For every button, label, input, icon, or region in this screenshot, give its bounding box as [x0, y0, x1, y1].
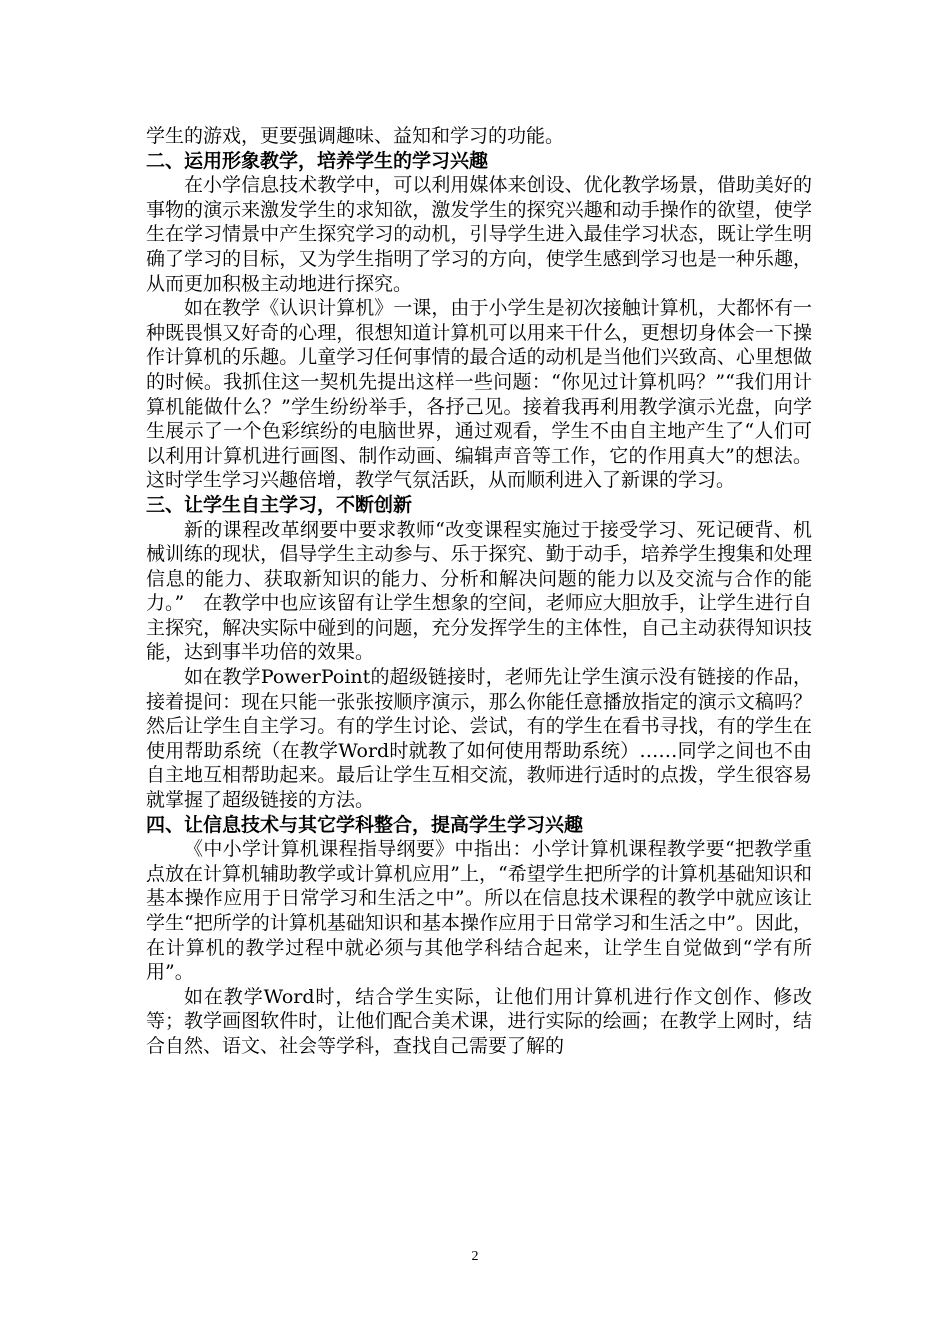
- section-heading: 四、让信息技术与其它学科整合，提高学生学习兴趣: [146, 813, 584, 836]
- document-body: [146, 124, 812, 1059]
- paragraph: 新的课程改革纲要中要求教师“改变课程实施过于接受学习、死记硬背、机械训练的现状，倡导学生主动参与、乐于探究、勤于动手，培养学生搜集和处理信息的能力、获取新知识的能力、分析和解决问题的能力以及交流与合作的能力。” 在教学中也应该留有让学生想象的空间，老师应大胆放手，让学生进行自主探究，解决实际中碰到的问题，充分发挥学生的主体性，自己主动获得知识技能，达到事半功倍的效果。: [146, 518, 812, 664]
- section-heading: 二、运用形象教学，培养学生的学习兴趣: [146, 149, 489, 172]
- paragraph: 《中小学计算机课程指导纲要》中指出：小学计算机课程教学要“把教学重点放在计算机辅助教学或计算机应用”上，“希望学生把所学的计算机基础知识和基本操作应用于日常学习和生活之中”。所以在信息技术课程的教学中就应该让学生“把所学的计算机基础知识和基本操作应用于日常学习和生活之中”。因此，在计算机的教学过程中就必须与其他学科结合起来，让学生自觉做到“学有所用”。: [146, 838, 812, 984]
- page-number: 2: [471, 1249, 479, 1264]
- section-heading: 三、让学生自主学习，不断创新: [146, 493, 413, 516]
- paragraph: 如在教学Word时，结合学生实际，让他们用计算机进行作文创作、修改等；教学画图软件时，让他们配合美术课，进行实际的绘画；在教学上网时，结合自然、语文、社会等学科，查找自己需要了解的: [146, 985, 812, 1057]
- paragraph: 如在教学PowerPoint的超级链接时，老师先让学生演示没有链接的作品，接着提问：现在只能一张张按顺序演示，那么你能任意播放指定的演示文稿吗？然后让学生自主学习。有的学生讨论、尝试，有的学生在看书寻找，有的学生在使用帮助系统（在教学Word时就教了如何使用帮助系统）……同学之间也不由自主地互相帮助起来。最后让学生互相交流，教师进行适时的点拨，学生很容易就掌握了超级链接的方法。: [146, 666, 812, 812]
- paragraph: 在小学信息技术教学中，可以利用媒体来创设、优化教学场景，借助美好的事物的演示来激发学生的求知欲，激发学生的探究兴趣和动手操作的欲望，使学生在学习情景中产生探究学习的动机，引导学生进入最佳学习状态，既让学生明确了学习的目标，又为学生指明了学习的方向，使学生感到学习也是一种乐趣，从而更加积极主动地进行探究。: [146, 174, 812, 295]
- paragraph: 学生的游戏，更要强调趣味、益知和学习的功能。: [146, 125, 565, 147]
- paragraph: 如在教学《认识计算机》一课，由于小学生是初次接触计算机，大都怀有一种既畏惧又好奇的心理，很想知道计算机可以用来干什么，更想切身体会一下操作计算机的乐趣。儿童学习任何事情的最合适的动机是当他们兴致高、心里想做的时候。我抓住这一契机先提出这样一些问题：“你见过计算机吗？”“我们用计算机能做什么？”学生纷纷举手，各抒己见。接着我再利用教学演示光盘，向学生展示了一个色彩缤纷的电脑世界，通过观看，学生不由自主地产生了“人们可以利用计算机进行画图、制作动画、编辑声音等工作，它的作用真大”的想法。这时学生学习兴趣倍增，教学气氛活跃，从而顺利进入了新课的学习。: [146, 297, 812, 492]
